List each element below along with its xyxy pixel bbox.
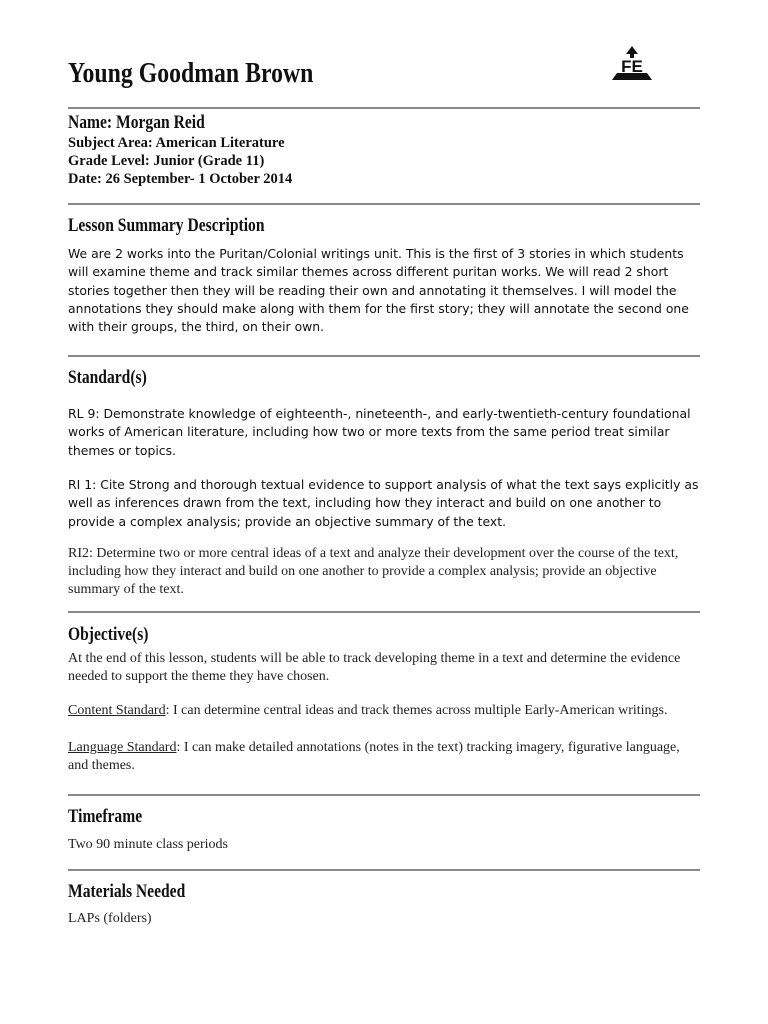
materials-heading: Materials Needed [68, 881, 186, 902]
language-standard-label: Language Standard [68, 740, 177, 755]
divider [68, 794, 700, 796]
divider [68, 107, 700, 109]
content-standard [68, 702, 700, 720]
fe-logo-text: FE [621, 57, 643, 76]
objectives-intro: At the end of this lesson, students will be able to track developing theme in a text and determine the evidence needed to support the theme they have chosen. [68, 651, 681, 685]
divider [68, 611, 700, 613]
standard-ri1: RI 1: Cite Strong and thorough textual evidence to support analysis of what the text says explicitly as well as inferences drawn from the text, including how they interact and build on one another to provide a complex analysis; provide an objective summary of the text. [68, 477, 699, 529]
timeframe-heading: Timeframe [68, 806, 143, 827]
divider [68, 355, 700, 357]
divider [68, 203, 700, 205]
materials-text: LAPs (folders) [68, 911, 152, 926]
standard-ri2: RI2: Determine two or more central ideas of a text and analyze their development over the course of the text, including how they interact and build on one another to provide a complex analysis; provide an objective summary of the text. [68, 546, 679, 598]
language-standard [68, 739, 700, 775]
content-standard-text: : I can determine central ideas and track themes across multiple Early-American writings. [165, 703, 668, 718]
teacher-name: Name: Morgan Reid [68, 112, 205, 133]
document-title: Young Goodman Brown [68, 57, 314, 89]
subject-area: Subject Area: American Literature [68, 135, 285, 151]
grade-level: Grade Level: Junior (Grade 11) [68, 153, 265, 169]
timeframe-text: Two 90 minute class periods [68, 837, 228, 852]
fe-logo-icon [609, 44, 655, 84]
summary-heading: Lesson Summary Description [68, 215, 265, 236]
language-standard-text: : I can make detailed annotations (notes in the text) tracking imagery, figurative language, and themes. [68, 740, 680, 774]
summary-text: We are 2 works into the Puritan/Colonial writings unit. This is the first of 3 stories in which students will examine theme and track similar themes across different puritan works. We will read 2 short stories together then they will be reading their own and annotating it themselves. I will model the annotations they should make along with them for the first story; they will annotate the second one with their groups, the third, on their own. [68, 246, 689, 335]
standard-rl9: RL 9: Demonstrate knowledge of eighteenth-, nineteenth-, and early-twentieth-century foundational works of American literature, including how two or more texts from the same period treat similar themes or topics. [68, 406, 691, 458]
divider [68, 869, 700, 871]
lesson-info [68, 112, 292, 188]
lesson-date: Date: 26 September- 1 October 2014 [68, 171, 293, 187]
standards-heading: Standard(s) [68, 367, 147, 388]
objectives-heading: Objective(s) [68, 624, 149, 645]
content-standard-label: Content Standard [68, 703, 166, 718]
